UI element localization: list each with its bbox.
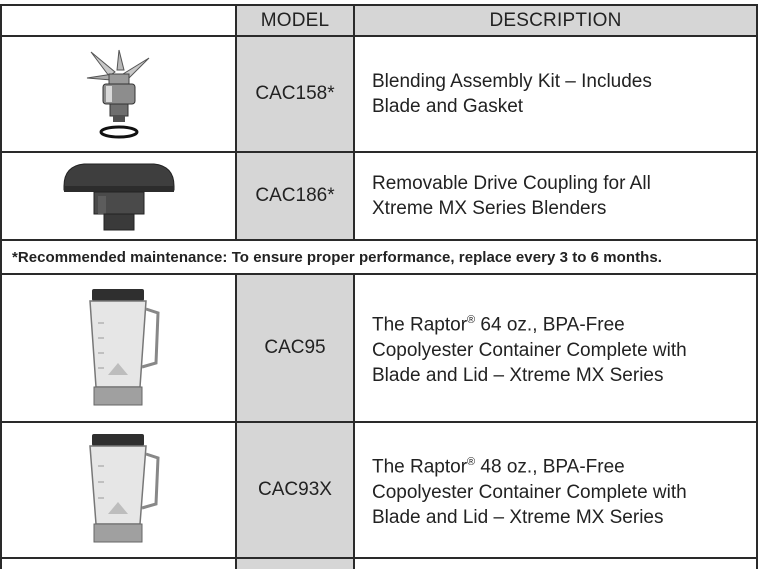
table-row (1, 274, 757, 422)
product-image-cell (1, 36, 236, 152)
header-image-cell (1, 5, 236, 36)
description-cell: The Raptor® 64 oz., BPA-Free Copolyester Container Complete with Blade and Lid – Xtreme MX Series (354, 274, 757, 422)
maintenance-note: *Recommended maintenance: To ensure proper performance, replace every 3 to 6 months. (1, 240, 757, 274)
product-image-cell (1, 152, 236, 240)
header-description: DESCRIPTION (354, 5, 757, 36)
table-row (1, 558, 757, 569)
product-image-cell (1, 422, 236, 558)
parts-table (0, 4, 758, 569)
header-model: MODEL (236, 5, 354, 36)
model-cell: CAC95 (236, 274, 354, 422)
table-row (1, 422, 757, 558)
table-row (1, 36, 757, 152)
description-cell: The Raptor® 48 oz., BPA-Free Copolyester Container Complete with Blade and Lid – Xtreme MX Series (354, 422, 757, 558)
description-cell: Removable Drive Coupling for All Xtreme MX Series Blenders (354, 152, 757, 240)
model-cell: CAC186* (236, 152, 354, 240)
product-image-cell (1, 274, 236, 422)
table-row (1, 152, 757, 240)
blade-assembly-icon (79, 44, 159, 144)
model-cell: CAC158* (236, 36, 354, 152)
blender-container-icon (74, 283, 164, 413)
header-row (1, 5, 757, 36)
description-cell: Blending Assembly Kit – Includes Blade and Gasket (354, 36, 757, 152)
blender-container-icon (74, 430, 164, 550)
maintenance-note-row (1, 240, 757, 274)
drive-coupling-icon (54, 156, 184, 236)
model-cell: CAC93X (236, 422, 354, 558)
